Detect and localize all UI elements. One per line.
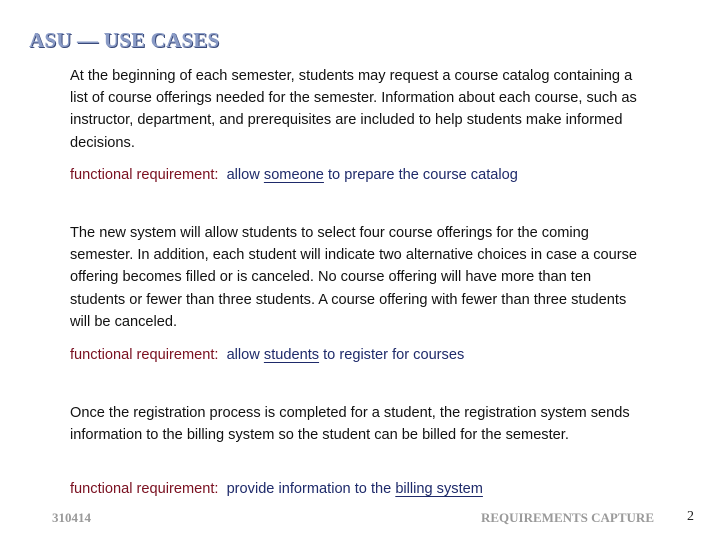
requirement-text-after: to register for courses bbox=[323, 347, 465, 363]
requirement-billing bbox=[70, 479, 670, 499]
requirement-label: functional requirement: bbox=[70, 481, 219, 497]
requirement-actor-link: students bbox=[263, 347, 320, 363]
requirement-registration bbox=[70, 345, 670, 365]
paragraph-billing: Once the registration process is completed for a student, the registration system sends information to the billing system so the student can be billed for the semester. bbox=[70, 405, 630, 444]
page-number: 2 bbox=[687, 509, 694, 524]
paragraph-registration: The new system will allow students to select four course offerings for the coming semester. In addition, each student will indicate two alternative choices in case a course offering becomes filled or is canceled. No course offering will have more than ten students or fewer than three students. A course offering with fewer than three students will be canceled. bbox=[70, 225, 638, 330]
paragraph-course-catalog: At the beginning of each semester, students may request a course catalog containing a list of course offerings needed for the semester. Information about each course, such as instructor, department, and prerequisites are included to help students make informed decisions. bbox=[70, 68, 637, 151]
footer-code: 310414 bbox=[52, 510, 91, 525]
requirement-text-after: to prepare the course catalog bbox=[328, 167, 518, 183]
slide-title: ASU — USE CASES bbox=[29, 28, 220, 52]
requirement-label: functional requirement: bbox=[70, 167, 219, 183]
requirement-text-before: provide information to the bbox=[226, 481, 392, 497]
requirement-actor-link: someone bbox=[263, 167, 324, 183]
requirement-actor-link: billing system bbox=[395, 481, 483, 497]
footer-section-title: REQUIREMENTS CAPTURE bbox=[481, 510, 654, 525]
requirement-text-before: allow bbox=[226, 347, 260, 363]
requirement-label: functional requirement: bbox=[70, 347, 219, 363]
requirement-course-catalog bbox=[70, 165, 670, 185]
requirement-text-before: allow bbox=[226, 167, 260, 183]
